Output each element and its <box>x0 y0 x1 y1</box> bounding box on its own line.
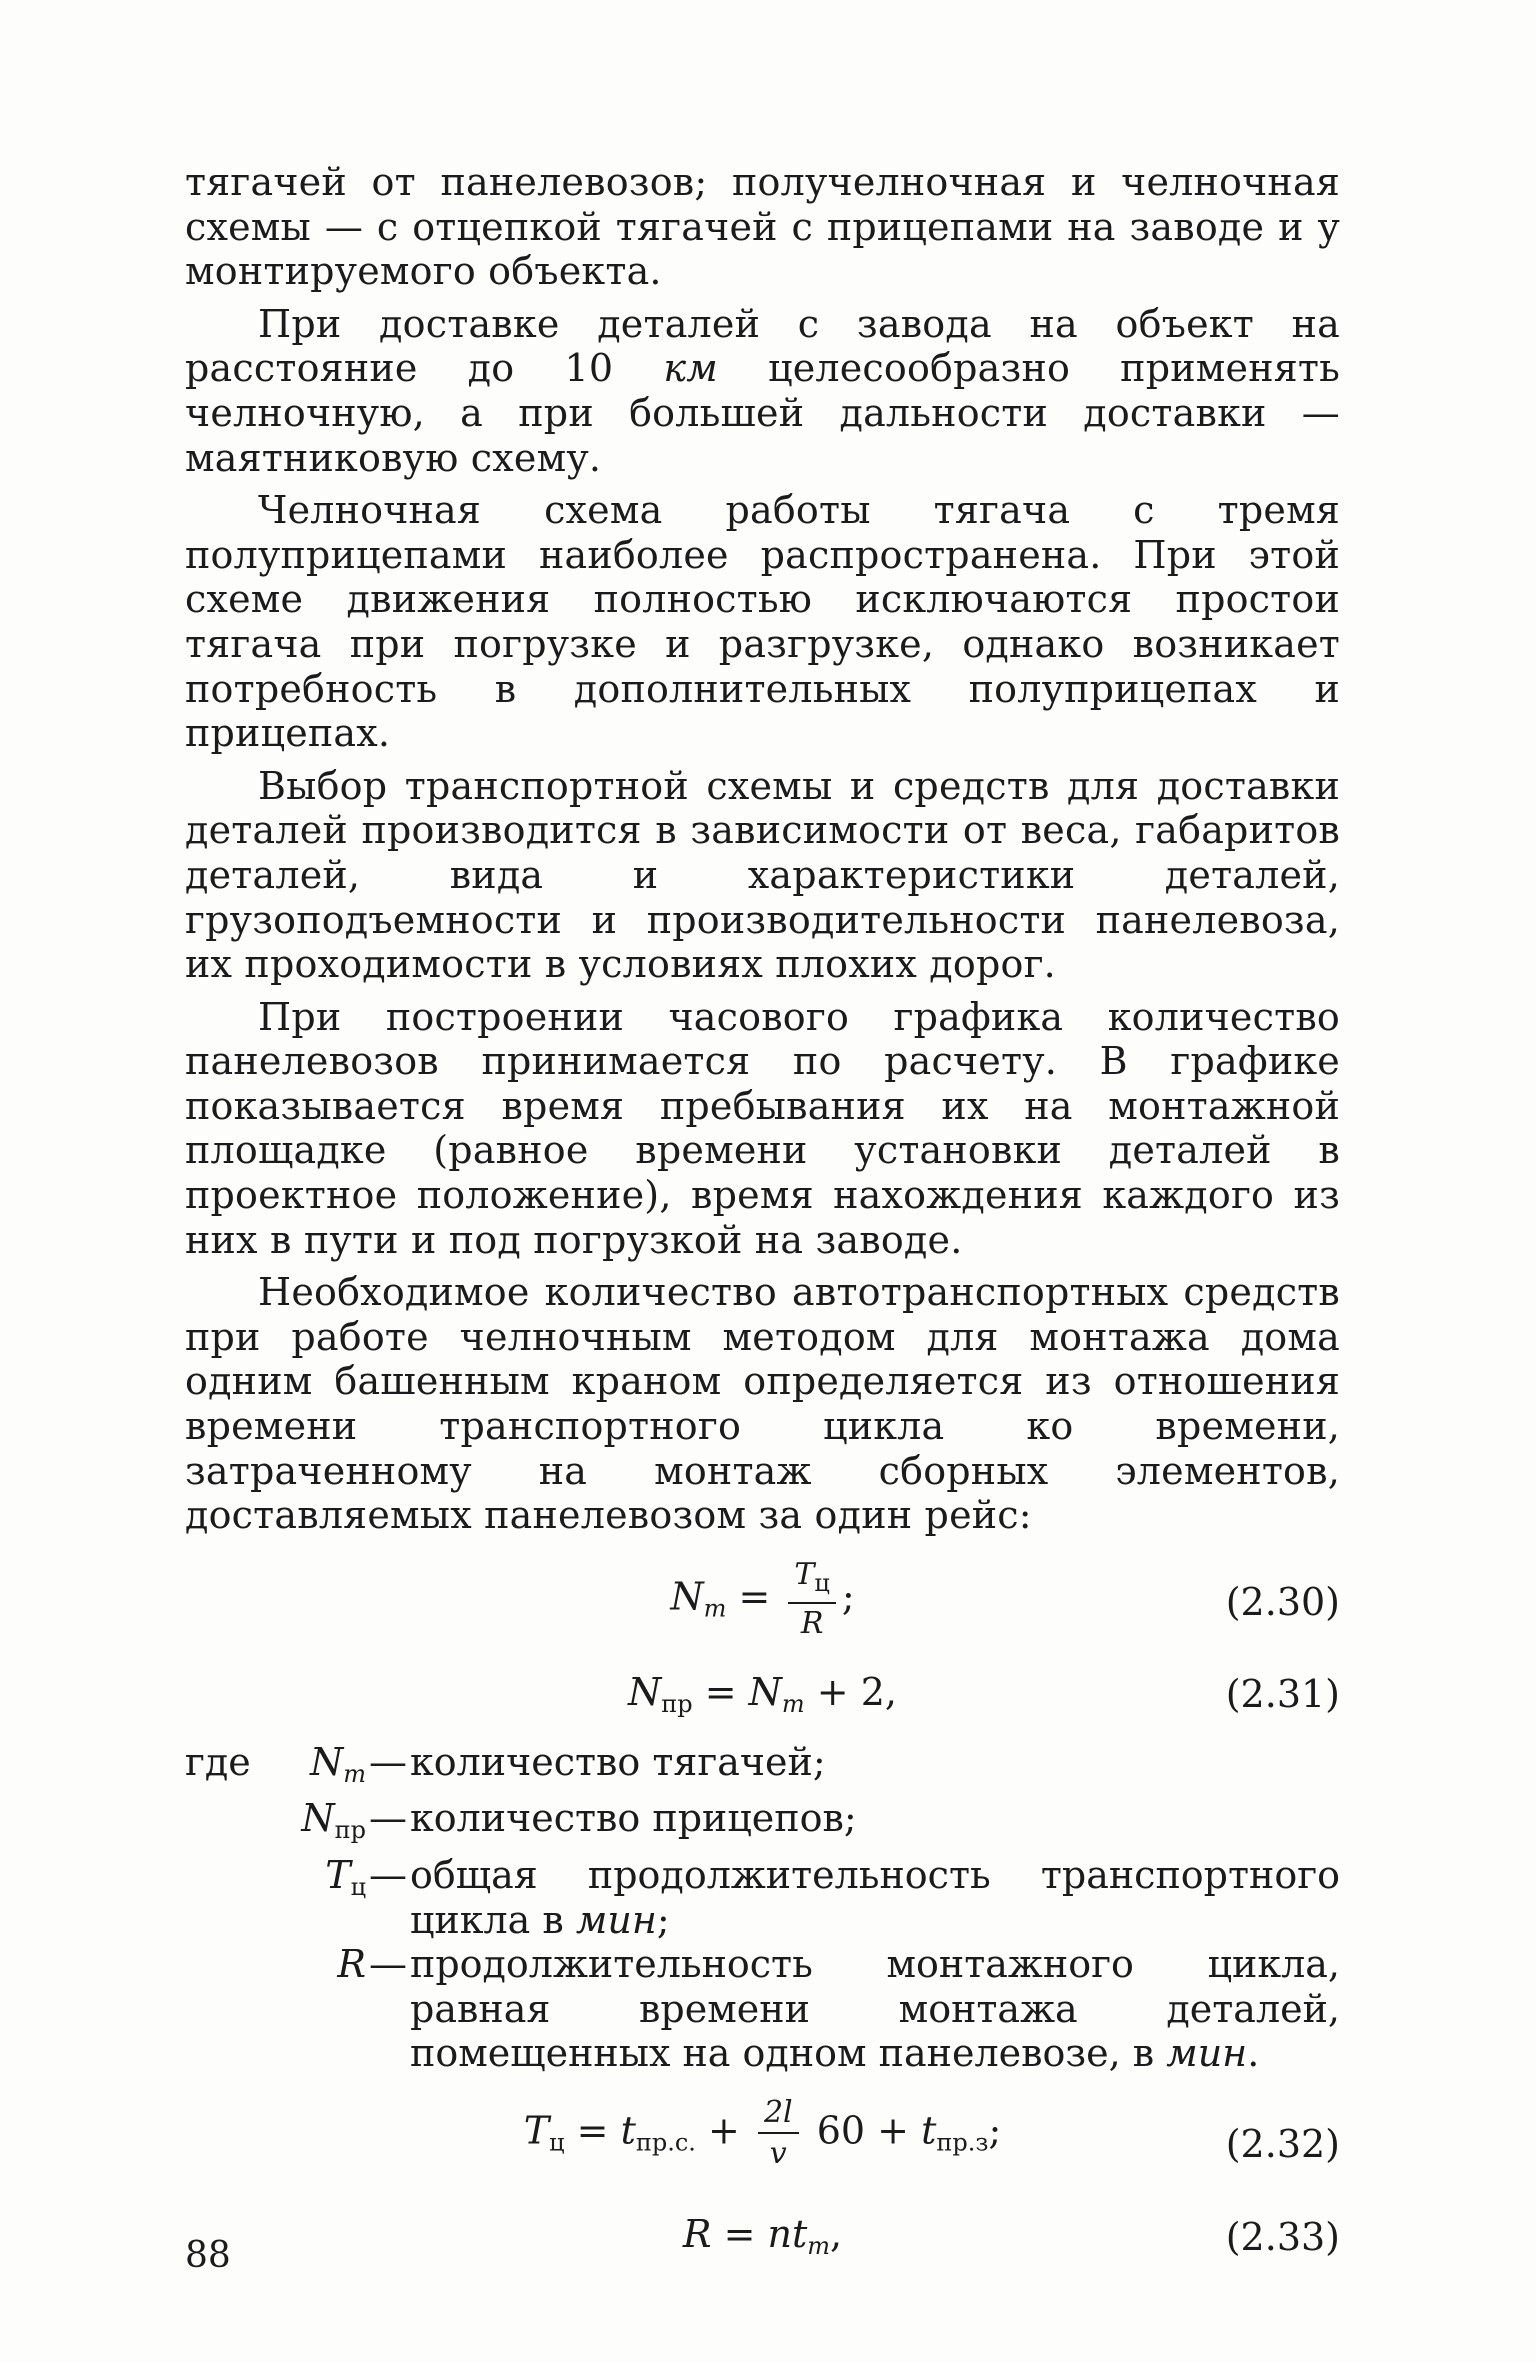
definition-symbol: $N_{пр}$ <box>301 1796 366 1845</box>
f230-lhs-sub: m <box>703 1594 727 1623</box>
page-content <box>185 160 1340 2272</box>
f232-t2: t <box>921 2108 937 2153</box>
f230-fraction <box>788 1558 835 1642</box>
f232-lhs: T <box>523 2108 550 2153</box>
definition-dash: — <box>369 1796 407 1841</box>
definition-row <box>185 1796 1340 1853</box>
f232-mid: 60 + <box>816 2108 909 2153</box>
paragraph-2-text-b: целесообразно применять челночную, а при большей дальности доставки — маятниковую схему. <box>185 346 1341 480</box>
paragraph-2 <box>185 302 1340 480</box>
f232-tail: ; <box>988 2108 1002 2153</box>
f231-eq: = <box>704 1669 737 1714</box>
formula-2-33 <box>185 2202 1340 2272</box>
paragraph-2-text-a: При доставке деталей с завода на объект на расстояние до 10 <box>185 301 1340 391</box>
paragraph-4: Выбор транспортной схемы и средств для доставки деталей производится в зависимости от веса, габаритов деталей, вида и характеристики деталей, грузоподъемности и производительности панелевоза, их проходимости в условиях плохих дорог. <box>185 763 1340 987</box>
unit-km: км <box>663 346 718 391</box>
f231-rhs: N <box>748 1669 782 1714</box>
f233-tail: , <box>830 2211 843 2256</box>
paragraph-6: Необходимое количество автотранспортных средств при работе челночным методом для монтажа дома одним башенным краном определяется из отношения времени транспортного цикла ко времени, затраченному на монтаж сборных элементов, доставляемых панелевозом за один рейс: <box>185 1270 1340 1538</box>
f232-t1: t <box>620 2108 636 2153</box>
definition-text: количество прицепов; <box>410 1796 857 1841</box>
definition-text: продолжительность монтажного цикла, равная времени монтажа деталей, помещенных на одном панелевозе, в мин. <box>410 1942 1340 2076</box>
equation-number-2-30: (2.30) <box>1225 1579 1340 1624</box>
f232-lhs-sub: ц <box>549 2128 565 2157</box>
f231-lhs: N <box>628 1669 662 1714</box>
definition-symbol: $T_ц$ <box>325 1853 366 1901</box>
definition-dash: — <box>369 1739 407 1784</box>
where-label: где <box>185 1739 251 1784</box>
f230-num: T <box>794 1556 815 1592</box>
f232-num: 2l <box>758 2096 799 2134</box>
definition-symbol: R <box>337 1942 366 1987</box>
f232-den: v <box>769 2135 787 2171</box>
definition-row <box>185 1740 1340 1797</box>
f230-num-sub: ц <box>814 1568 830 1597</box>
definition-dash: — <box>369 1853 407 1897</box>
formula-2-31 <box>185 1662 1340 1726</box>
f231-lhs-sub: пр <box>661 1689 693 1718</box>
equation-number-2-31: (2.31) <box>1225 1671 1340 1716</box>
definition-dash: — <box>369 1942 407 1987</box>
definition-row <box>185 1942 1340 2076</box>
definitions-list <box>185 1740 1340 2076</box>
f232-t2-sub: пр.з <box>936 2128 989 2157</box>
f230-tail: ; <box>841 1574 855 1619</box>
f231-rhs-sub: m <box>781 1689 805 1718</box>
f232-eq: = <box>576 2108 609 2153</box>
f233-lhs: R <box>682 2211 712 2256</box>
f231-rhs-tail: + 2, <box>816 1669 897 1714</box>
paragraph-5: При построении часового графика количество панелевозов принимается по расчету. В графике показывается время пребывания их на монтажной площадке (равное времени установки деталей в проектное положение), время нахождения каждого из них в пути и под погрузкой на заводе. <box>185 994 1340 1262</box>
f232-fraction <box>758 2096 799 2172</box>
f233-eq: = <box>723 2211 756 2256</box>
f230-eq: = <box>738 1574 771 1619</box>
definition-row <box>185 1853 1340 1942</box>
equation-number-2-32: (2.32) <box>1225 2121 1340 2166</box>
definition-text: общая продолжительность транспортного цикла в мин; <box>410 1853 1340 1942</box>
paragraph-3: Челночная схема работы тягача с тремя полуприцепами наиболее распространена. При этой схеме движения полностью исключаются простои тягача при погрузке и разгрузке, однако возникает потребность в дополнительных полуприцепах и прицепах. <box>185 488 1340 756</box>
f233-rhs-sub: m <box>807 2231 831 2260</box>
page-number: 88 <box>185 2235 231 2276</box>
formula-2-30 <box>185 1552 1340 1652</box>
f232-t1-sub: пр.с. <box>635 2128 696 2157</box>
definition-text: количество тягачей; <box>410 1739 826 1784</box>
definition-symbol: $N_m$ <box>309 1739 366 1788</box>
f230-lhs: N <box>670 1574 704 1619</box>
paragraph-1: тягачей от панелевозов; получелночная и челночная схемы — с отцепкой тягачей с прицепами на заводе и у монтируемого объекта. <box>185 160 1340 294</box>
formula-2-32 <box>185 2092 1340 2196</box>
f233-rhs: nt <box>767 2211 808 2256</box>
f232-plus: + <box>708 2108 740 2153</box>
equation-number-2-33: (2.33) <box>1225 2214 1340 2259</box>
f230-den: R <box>800 1605 824 1641</box>
